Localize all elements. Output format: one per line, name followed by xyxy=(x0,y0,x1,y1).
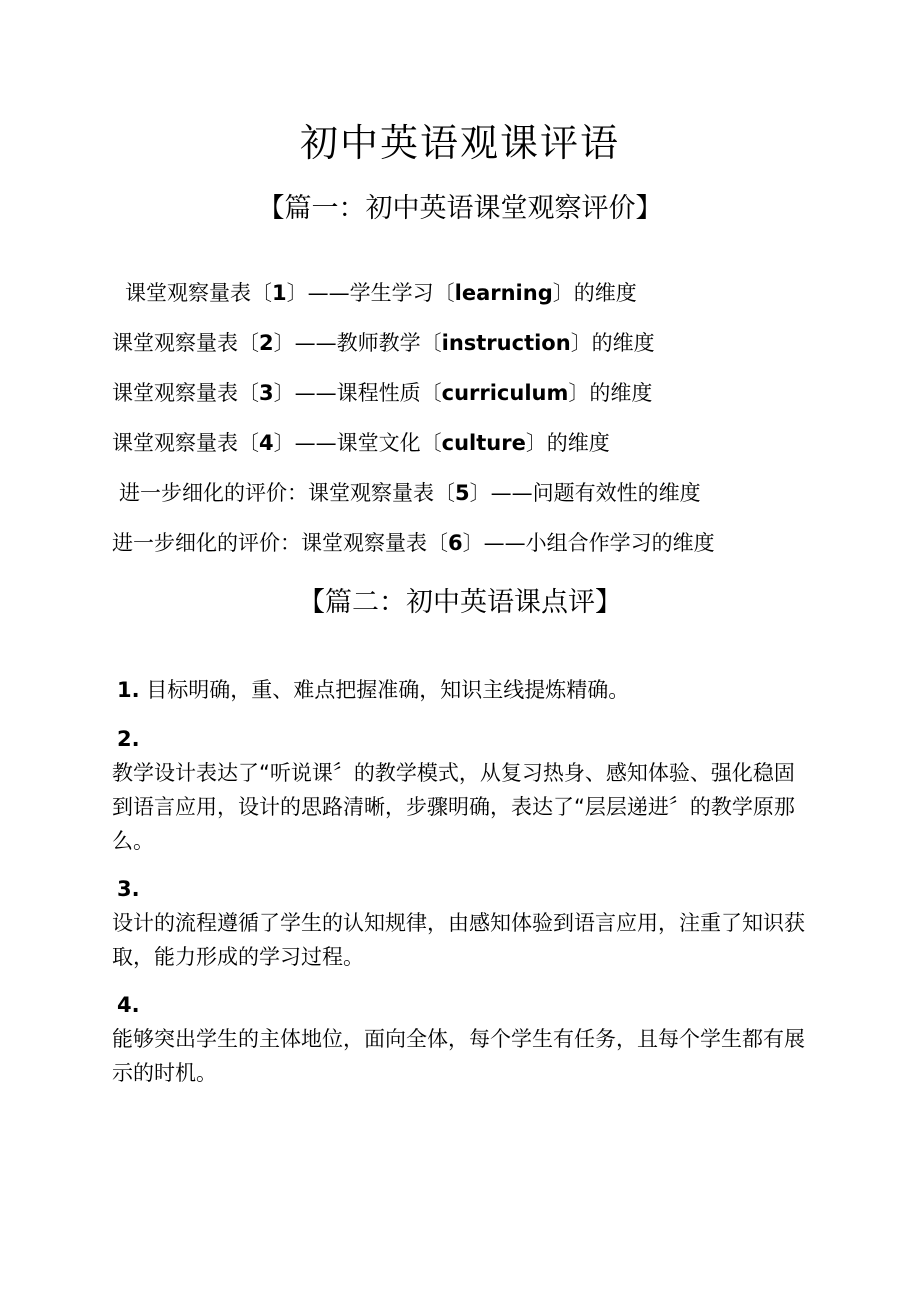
scale-line-2: 课堂观察量表〔2〕——教师教学〔instruction〕的维度 xyxy=(112,331,655,355)
scale-line-4: 课堂观察量表〔4〕——课堂文化〔culture〕的维度 xyxy=(112,431,610,455)
comment-number: 4. xyxy=(117,993,140,1017)
comment-item-1 xyxy=(112,673,812,707)
comment-text: 能够突出学生的主体地位，面向全体，每个学生有任务，且每个学生都有展示的时机。 xyxy=(112,1027,805,1085)
scale-line-1: 课堂观察量表〔1〕——学生学习〔learning〕的维度 xyxy=(125,281,637,305)
comment-item-3 xyxy=(112,872,812,974)
comment-number: 1. xyxy=(117,678,140,702)
comment-number: 3. xyxy=(117,877,140,901)
section-heading-1: 【篇一：初中英语课堂观察评价】 xyxy=(257,193,663,224)
comment-item-4 xyxy=(112,988,812,1090)
comment-text: 设计的流程遵循了学生的认知规律，由感知体验到语言应用，注重了知识获取，能力形成的学习过程。 xyxy=(112,911,805,969)
document-title: 初中英语观课评语 xyxy=(299,121,620,165)
section-heading-2: 【篇二：初中英语课点评】 xyxy=(298,587,622,618)
comment-item-2 xyxy=(112,722,812,858)
comment-number: 2. xyxy=(117,727,140,751)
scale-line-6: 进一步细化的评价：课堂观察量表〔6〕——小组合作学习的维度 xyxy=(112,531,715,555)
scale-line-5: 进一步细化的评价：课堂观察量表〔5〕——问题有效性的维度 xyxy=(119,481,701,505)
comment-text: 教学设计表达了“听说课〞的教学模式，从复习热身、感知体验、强化稳固到语言应用，设计的思路清晰，步骤明确，表达了“层层递进〞的教学原那么。 xyxy=(112,761,795,853)
comment-text: 目标明确，重、难点把握准确，知识主线提炼精确。 xyxy=(146,678,630,702)
scale-line-3: 课堂观察量表〔3〕——课程性质〔curriculum〕的维度 xyxy=(112,381,653,405)
